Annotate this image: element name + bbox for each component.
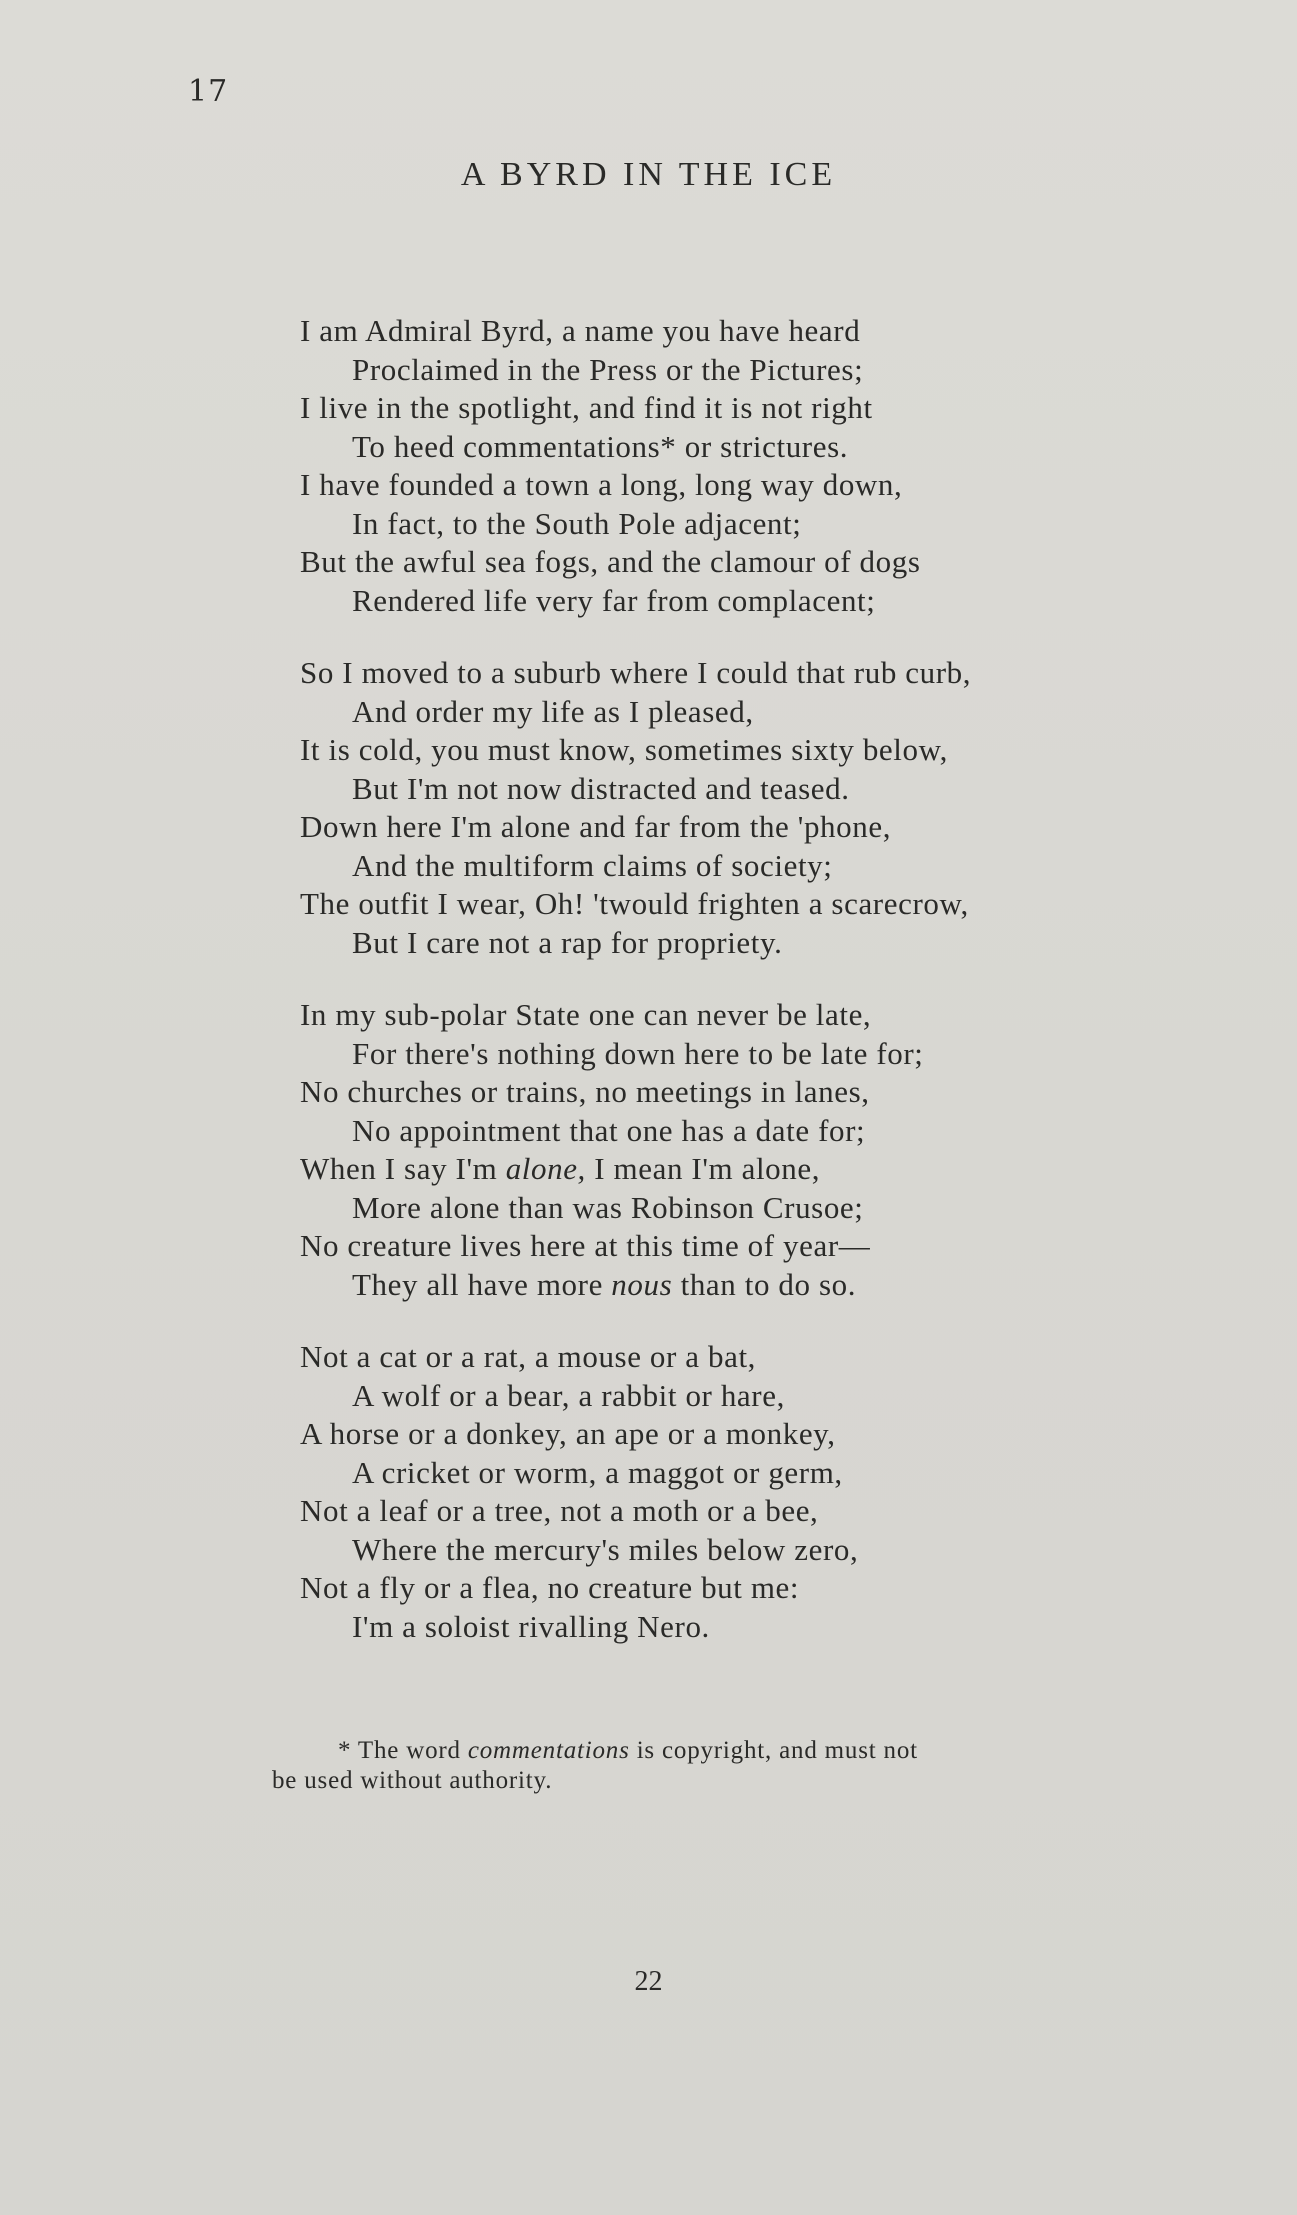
poem-line: So I moved to a suburb where I could that rub curb, [300,655,972,690]
poem-line: I live in the spotlight, and find it is not right [300,390,873,425]
footnote-text: * The word [338,1737,468,1764]
poem-line: Proclaimed in the Press or the Pictures; [352,351,864,387]
poem-line: The outfit I wear, Oh! 'twould frighten a scarecrow, [300,886,969,921]
poem-line: But the awful sea fogs, and the clamour of dogs [300,544,921,579]
emphasized-word: commentations [467,1737,630,1764]
poem-line: A horse or a donkey, an ape or a monkey, [300,1416,836,1451]
footnote [272,1736,1142,1796]
poem-line: I am Admiral Byrd, a name you have heard [300,313,861,348]
line-text: When I say I'm [300,1151,506,1186]
poem-line: A wolf or a bear, a rabbit or hare, [352,1377,785,1413]
stanza-3 [300,996,1180,1304]
poem-line: Where the mercury's miles below zero, [352,1531,859,1567]
poem-line: To heed commentations* or strictures. [352,428,849,464]
poem-line: It is cold, you must know, sometimes sixty below, [300,732,948,767]
footnote-line [272,1736,1142,1766]
footnote-text: is copyright, and must not [629,1737,918,1764]
poem-line: A cricket or worm, a maggot or germ, [352,1454,843,1490]
footnote-line: be used without authority. [272,1767,553,1794]
poem-line [300,1150,1180,1189]
poem-line: Not a fly or a flea, no creature but me: [300,1570,800,1605]
stanza-2 [300,654,1180,962]
poem-line: Not a cat or a rat, a mouse or a bat, [300,1339,757,1374]
line-text: They all have more [352,1266,612,1302]
poem-line: I'm a soloist rivalling Nero. [352,1608,710,1644]
top-page-number: 17 [188,74,229,109]
poem-line: In my sub-polar State one can never be late, [300,997,872,1032]
line-text: than to do so. [672,1266,857,1302]
bottom-page-number: 22 [634,1966,663,1997]
poem-line: More alone than was Robinson Crusoe; [352,1189,864,1225]
emphasized-word: nous [611,1266,673,1302]
poem-line: I have founded a town a long, long way down, [300,467,903,502]
poem-line: Rendered life very far from complacent; [352,582,876,618]
emphasized-word: alone, [505,1151,586,1186]
poem-line: Down here I'm alone and far from the 'phone, [300,809,892,844]
poem-line: But I care not a rap for propriety. [352,924,783,960]
poem-line: No creature lives here at this time of year— [300,1228,871,1263]
poem-body [300,312,1180,1680]
poem-line: For there's nothing down here to be late for; [352,1035,924,1071]
poem-line [300,1266,1180,1305]
poem-line: And the multiform claims of society; [352,847,833,883]
poem-line: And order my life as I pleased, [352,693,754,729]
poem-line: In fact, to the South Pole adjacent; [352,505,802,541]
poem-line: But I'm not now distracted and teased. [352,770,850,806]
stanza-1 [300,312,1180,620]
poem-line: Not a leaf or a tree, not a moth or a bee, [300,1493,819,1528]
poem-line: No churches or trains, no meetings in lanes, [300,1074,870,1109]
poem-title: A BYRD IN THE ICE [460,156,837,193]
line-text: I mean I'm alone, [585,1151,821,1186]
stanza-4 [300,1338,1180,1646]
poem-line: No appointment that one has a date for; [352,1112,866,1148]
